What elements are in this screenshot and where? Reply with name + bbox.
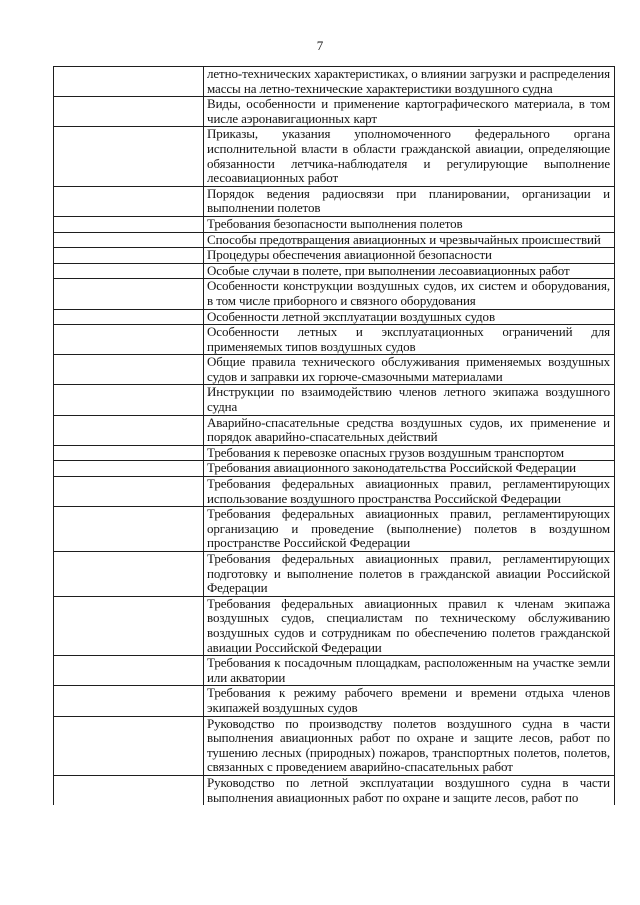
table-cell-empty xyxy=(54,309,204,325)
table-row xyxy=(54,325,615,355)
table-cell-text: Процедуры обеспечения авиационной безопасности xyxy=(204,248,615,264)
table-row xyxy=(54,186,615,216)
table-cell-text: Требования федеральных авиационных правил, регламентирующих организацию и проведение (выполнение) полетов в воздушном пространстве Российской Федерации xyxy=(204,507,615,552)
table-cell-empty xyxy=(54,507,204,552)
table-cell-empty xyxy=(54,775,204,805)
table-cell-text: Особенности летной эксплуатации воздушных судов xyxy=(204,309,615,325)
table-cell-empty xyxy=(54,477,204,507)
table-cell-empty xyxy=(54,596,204,655)
table-row xyxy=(54,445,615,461)
table-row xyxy=(54,415,615,445)
table-cell-text: летно-технических характеристиках, о влиянии загрузки и распределения массы на летно-технические характеристики воздушного судна xyxy=(204,67,615,97)
table-row xyxy=(54,263,615,279)
table-row xyxy=(54,232,615,248)
table-cell-text: Приказы, указания уполномоченного федерального органа исполнительной власти в области гражданской авиации, определяющие обязанности летчика-наблюдателя и регулирующие выполнение лесоавиационных работ xyxy=(204,127,615,186)
table-cell-empty xyxy=(54,186,204,216)
table-row xyxy=(54,355,615,385)
table-cell-empty xyxy=(54,67,204,97)
table-row xyxy=(54,385,615,415)
table-row xyxy=(54,67,615,97)
table-cell-empty xyxy=(54,248,204,264)
table-cell-empty xyxy=(54,127,204,186)
table-cell-text: Требования авиационного законодательства Российской Федерации xyxy=(204,461,615,477)
requirements-table xyxy=(53,66,615,805)
table-row xyxy=(54,552,615,597)
table-cell-empty xyxy=(54,461,204,477)
table-cell-text: Особенности летных и эксплуатационных ограничений для применяемых типов воздушных судов xyxy=(204,325,615,355)
table-row xyxy=(54,248,615,264)
table-cell-empty xyxy=(54,97,204,127)
table-row xyxy=(54,775,615,805)
table-body xyxy=(54,67,615,806)
table-cell-text: Особые случаи в полете, при выполнении лесоавиационных работ xyxy=(204,263,615,279)
table-cell-empty xyxy=(54,325,204,355)
table-cell-empty xyxy=(54,263,204,279)
table-cell-text: Руководство по летной эксплуатации воздушного судна в части выполнения авиационных работ по охране и защите лесов, работ по xyxy=(204,775,615,805)
table-cell-empty xyxy=(54,279,204,309)
table-row xyxy=(54,279,615,309)
table-cell-empty xyxy=(54,552,204,597)
table-cell-text: Общие правила технического обслуживания применяемых воздушных судов и заправки их горюче-смазочными материалами xyxy=(204,355,615,385)
table-cell-text: Руководство по производству полетов воздушного судна в части выполнения авиационных работ по охране и защите лесов, работ по тушению лесных (природных) пожаров, транспортных полетов, полетов, связанных с проведением аварийно-спасательных работ xyxy=(204,716,615,775)
table-row xyxy=(54,656,615,686)
table-cell-empty xyxy=(54,232,204,248)
table-cell-empty xyxy=(54,216,204,232)
table-cell-empty xyxy=(54,385,204,415)
table-cell-text: Способы предотвращения авиационных и чрезвычайных происшествий xyxy=(204,232,615,248)
table-cell-empty xyxy=(54,686,204,716)
page-number: 7 xyxy=(316,38,324,53)
table-row xyxy=(54,507,615,552)
table-row xyxy=(54,477,615,507)
table-row xyxy=(54,97,615,127)
table-cell-text: Требования к посадочным площадкам, расположенным на участке земли или акватории xyxy=(204,656,615,686)
table-cell-empty xyxy=(54,716,204,775)
table-cell-empty xyxy=(54,415,204,445)
table-row xyxy=(54,309,615,325)
table-cell-text: Требования федеральных авиационных правил к членам экипажа воздушных судов, специалистам по техническому обслуживанию воздушных судов и сотрудникам по обеспечению полетов гражданской авиации Российской Федерации xyxy=(204,596,615,655)
table-cell-text: Инструкции по взаимодействию членов летного экипажа воздушного судна xyxy=(204,385,615,415)
table-cell-empty xyxy=(54,445,204,461)
table-cell-text: Виды, особенности и применение картографического материала, в том числе аэронавигационных карт xyxy=(204,97,615,127)
table-row xyxy=(54,216,615,232)
table-cell-text: Особенности конструкции воздушных судов, их систем и оборудования, в том числе приборного и связного оборудования xyxy=(204,279,615,309)
table-cell-text: Требования безопасности выполнения полетов xyxy=(204,216,615,232)
table-row xyxy=(54,686,615,716)
table-cell-text: Порядок ведения радиосвязи при планировании, организации и выполнении полетов xyxy=(204,186,615,216)
table-cell-text: Требования федеральных авиационных правил, регламентирующих подготовку и выполнение полетов в гражданской авиации Российской Федерации xyxy=(204,552,615,597)
table-row xyxy=(54,716,615,775)
table-row xyxy=(54,127,615,186)
table-cell-empty xyxy=(54,656,204,686)
table-cell-text: Аварийно-спасательные средства воздушных судов, их применение и порядок аварийно-спасательных действий xyxy=(204,415,615,445)
table-cell-text: Требования к перевозке опасных грузов воздушным транспортом xyxy=(204,445,615,461)
table-cell-empty xyxy=(54,355,204,385)
table-cell-text: Требования федеральных авиационных правил, регламентирующих использование воздушного пространства Российской Федерации xyxy=(204,477,615,507)
table-row xyxy=(54,461,615,477)
table-row xyxy=(54,596,615,655)
table-cell-text: Требования к режиму рабочего времени и времени отдыха членов экипажей воздушных судов xyxy=(204,686,615,716)
